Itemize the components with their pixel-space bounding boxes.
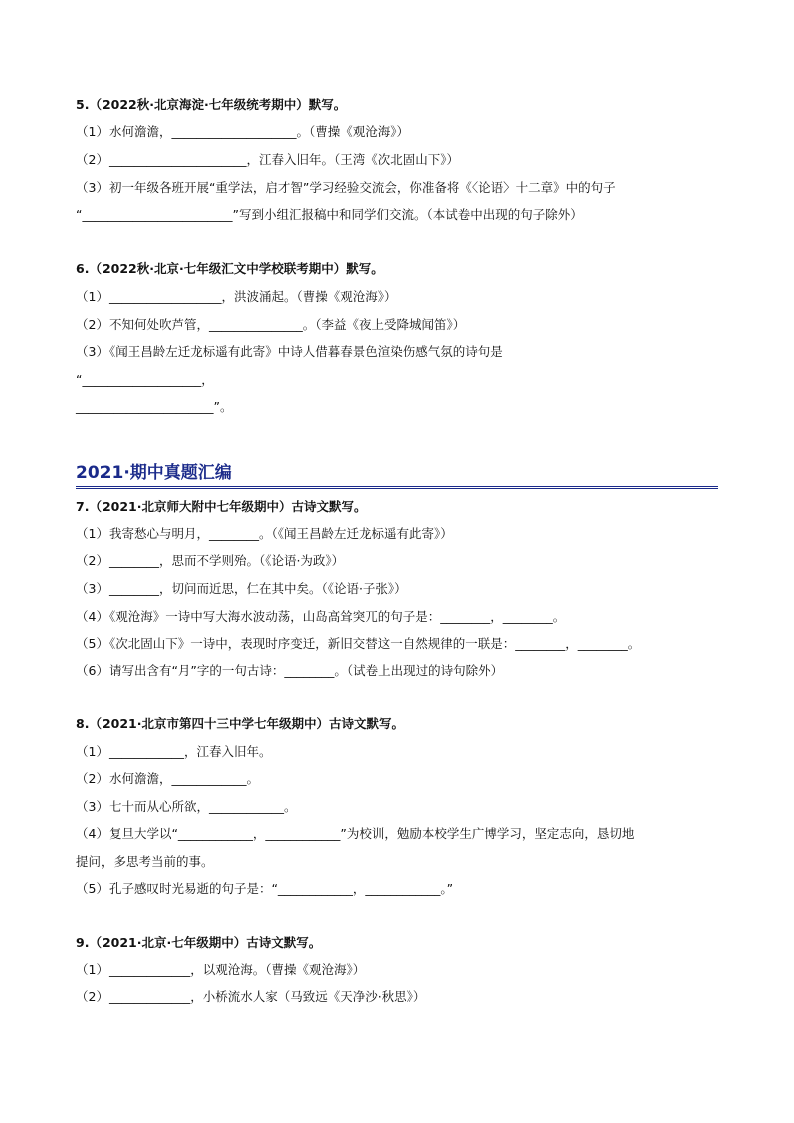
question-8-item-5: （5）孔子感叹时光易逝的句子是：“____________，____________。”: [76, 881, 454, 896]
section-title: 2021·期中真题汇编: [76, 463, 232, 483]
question-5-title: 5.（2022秋·北京海淀·七年级统考期中）默写。: [76, 97, 347, 112]
question-8-item-4: （4）复旦大学以“____________，____________”为校训，勉励本校学生广博学习，坚定志向，恳切地: [76, 826, 635, 841]
question-7-item-4: （4）《观沧海》一诗中写大海水波动荡，山岛高耸突兀的句子是：________，________。: [76, 609, 566, 624]
question-9-item-2: （2）_____________，小桥流水人家（马致远《天净沙·秋思》）: [76, 989, 426, 1004]
question-6-item-2: （2）不知何处吹芦管，_______________。（李益《夜上受降城闻笛》）: [76, 317, 466, 332]
question-8-item-1: （1）____________，江春入旧年。: [76, 744, 272, 759]
question-8-item-2: （2）水何澹澹，____________。: [76, 771, 259, 786]
question-9-title: 9.（2021·北京·七年级期中）古诗文默写。: [76, 935, 322, 950]
question-7-item-3: （3）________，切问而近思，仁在其中矣。（《论语·子张》）: [76, 581, 407, 596]
question-7-item-6: （6）请写出含有“月”字的一句古诗：________。（试卷上出现过的诗句除外）: [76, 663, 504, 678]
question-5-item-3: （3）初一年级各班开展“重学法，启才智”学习经验交流会，你准备将《〈论语〉十二章》中的句子: [76, 180, 616, 195]
question-5-item-1: （1）水何澹澹，____________________。（曹操《观沧海》）: [76, 124, 409, 139]
question-7-title: 7.（2021·北京师大附中七年级期中）古诗文默写。: [76, 499, 367, 514]
question-6-item-3: （3）《闻王昌龄左迁龙标遥有此寄》中诗人借暮春景色渲染伤感气氛的诗句是: [76, 344, 503, 359]
question-6-title: 6.（2022秋·北京·七年级汇文中学校联考期中）默写。: [76, 261, 384, 276]
question-6-item-3-cont-2: ______________________”。: [76, 399, 233, 414]
question-8-item-3: （3）七十而从心所欲，____________。: [76, 799, 297, 814]
question-8-title: 8.（2021·北京市第四十三中学七年级期中）古诗文默写。: [76, 716, 404, 731]
question-7-item-2: （2）________，思而不学则殆。（《论语·为政》）: [76, 553, 345, 568]
question-6-item-3-cont-1: “___________________，: [76, 372, 214, 387]
section-heading: [76, 460, 718, 489]
question-6-item-1: （1）__________________，洪波涌起。（曹操《观沧海》）: [76, 289, 397, 304]
question-8-item-4-cont: 提问，多思考当前的事。: [76, 854, 214, 869]
question-9-item-1: （1）_____________，以观沧海。（曹操《观沧海》）: [76, 962, 366, 977]
question-7-item-5: （5）《次北固山下》一诗中，表现时序变迁，新旧交替这一自然规律的一联是：________，________。: [76, 636, 641, 651]
question-5-item-2: （2）______________________，江春入旧年。（王湾《次北固山下》）: [76, 152, 459, 167]
question-5-item-3-cont: “________________________”写到小组汇报稿中和同学们交流。（本试卷中出现的句子除外）: [76, 207, 583, 222]
question-7-item-1: （1）我寄愁心与明月，________。（《闻王昌龄左迁龙标遥有此寄》）: [76, 526, 453, 541]
